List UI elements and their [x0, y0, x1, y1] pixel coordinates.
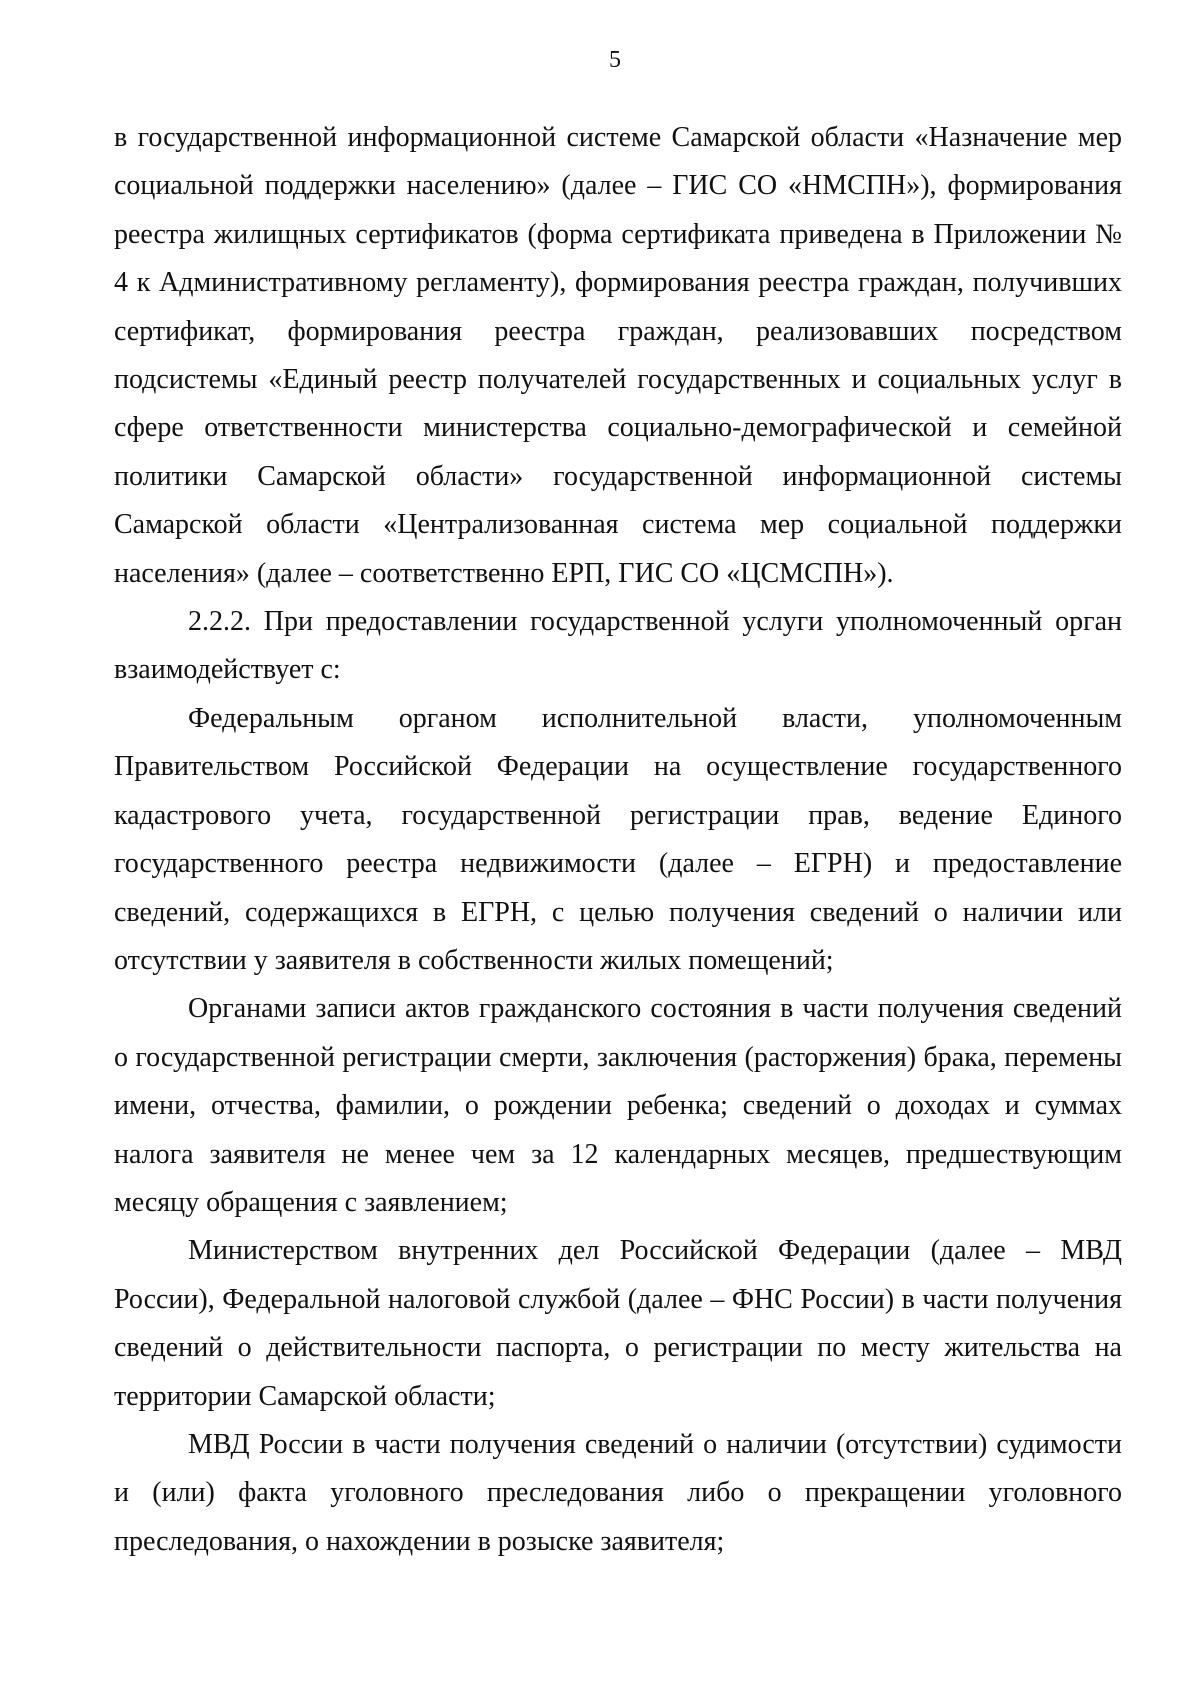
paragraph-continuation: в государственной информационной системе Самарской области «Назначение мер социальной поддержки населению» (далее – ГИС СО «НМСПН»), формирования реестра жилищных сертификатов (форма сертификата приведена в Приложении № 4 к Административному регламенту), формирования реестра граждан, получивших сертификат, формирования реестра граждан, реализовавших посредством подсистемы «Единый реестр получателей государственных и социальных услуг в сфере ответственности министерства социально-демографической и семейной политики Самарской области» государственной информационной системы Самарской области «Централизованная система мер социальной поддержки населения» (далее – соответственно ЕРП, ГИС СО «ЦСМСПН»). — [114, 122, 1122, 589]
page-number: 5 — [609, 47, 621, 73]
paragraph-civil-registry: Органами записи актов гражданского состояния в части получения сведений о государственной регистрации смерти, заключения (расторжения) брака, перемены имени, отчества, фамилии, о рождении ребенка; сведений о доходах и суммах налога заявителя не менее чем за 12 календарных месяцев, предшествующим месяцу обращения с заявлением; — [114, 993, 1122, 1218]
paragraph-2-2-2: 2.2.2. При предоставлении государственной услуги уполномоченный орган взаимодействует с: — [114, 606, 1122, 686]
paragraph-ministry-interior: Министерством внутренних дел Российской Федерации (далее – МВД России), Федеральной налоговой службой (далее – ФНС России) в части получения сведений о действительности паспорта, о регистрации по месту жительства на территории Самарской области; — [114, 1235, 1122, 1412]
document-body — [114, 114, 1122, 1566]
paragraph-mvd: МВД России в части получения сведений о наличии (отсутствии) судимости и (или) факта уголовного преследования либо о прекращении уголовного преследования, о нахождении в розыске заявителя; — [114, 1428, 1122, 1557]
paragraph-federal-body: Федеральным органом исполнительной власти, уполномоченным Правительством Российской Федерации на осуществление государственного кадастрового учета, государственной регистрации прав, ведение Единого государственного реестра недвижимости (далее – ЕГРН) и предоставление сведений, содержащихся в ЕГРН, с целью получения сведений о наличии или отсутствии у заявителя в собственности жилых помещений; — [114, 702, 1122, 976]
